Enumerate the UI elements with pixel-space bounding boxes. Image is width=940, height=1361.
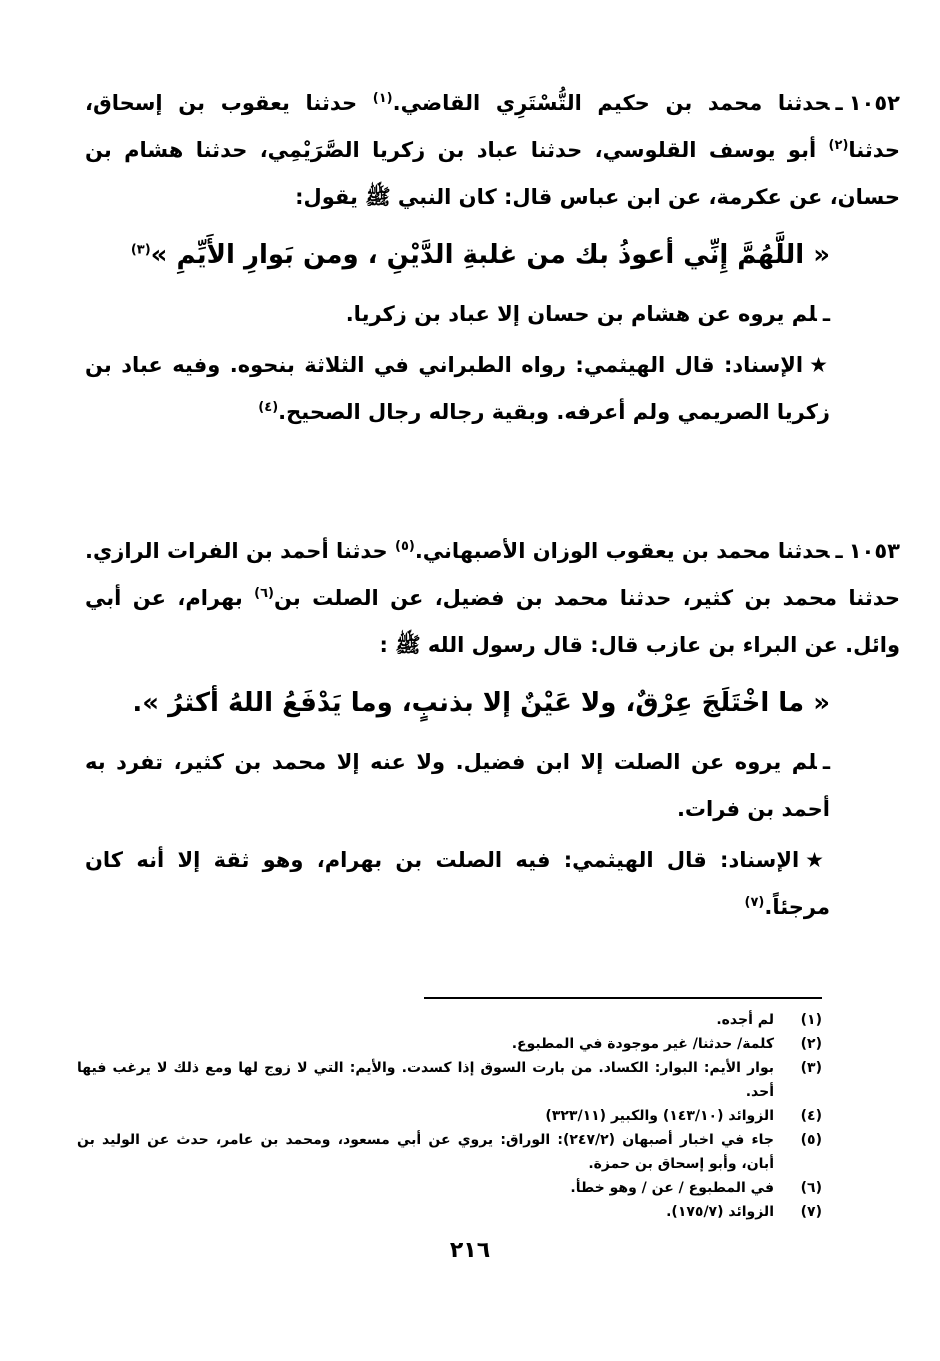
footnote-number: (٤) bbox=[800, 1108, 822, 1124]
page-number: ٢١٦ bbox=[449, 1238, 491, 1263]
entry-remark: ـلم يروه عن الصلت إلا ابن فضيل. ولا عنه إلا محمد بن كثير، تفرد به أحمد بن فرات. bbox=[85, 750, 830, 821]
footnote-ref: (١) bbox=[372, 91, 393, 106]
footnote-ref: (٣) bbox=[130, 242, 151, 258]
entry-body-part-a: حدثنا أحمد بن الفرات الرازي. حدثنا محمد بن كثير، حدثنا محمد بن فضيل، عن الصلت بن bbox=[85, 539, 900, 610]
footnote-number: (٧) bbox=[800, 1204, 822, 1220]
entry-isnad-assessment bbox=[85, 342, 830, 436]
entry-body-part-b: بهرام، عن أبي وائل. عن البراء بن عازب قال: قال رسول الله ﷺ : bbox=[85, 586, 900, 657]
page-body bbox=[85, 80, 900, 931]
footnote-ref: (٤) bbox=[258, 400, 279, 415]
isnad-label: الإسناد: bbox=[723, 353, 804, 377]
footnote-number: (١) bbox=[800, 1012, 822, 1028]
hadith-entry-1053 bbox=[85, 528, 900, 931]
isnad-label: الإسناد: bbox=[720, 848, 800, 872]
entry-number: ١٠٥٢ bbox=[848, 91, 900, 115]
star-icon: ★ bbox=[809, 353, 830, 377]
entry-isnad-assessment bbox=[85, 837, 830, 931]
footnote-item bbox=[77, 1200, 822, 1224]
footnote-number: (٥) bbox=[800, 1132, 822, 1148]
footnote-text: بوار الأيم: البوار: الكساد. من بارت السوق إذا كسدت. والأيم: التي لا زوج لها ومع ذلك لا يرغب فيها أحد. bbox=[77, 1060, 774, 1100]
footnote-ref: (٢) bbox=[828, 138, 849, 153]
footnote-text: كلمة/ حدثنا/ غير موجودة في المطبوع. bbox=[511, 1036, 774, 1052]
footnote-item bbox=[77, 1104, 822, 1128]
hadith-text: « ما اخْتَلَجَ عِرْقٌ، ولا عَيْنٌ إلا بذنبٍ، وما يَدْفَعُ اللهُ أكثرُ ». bbox=[132, 688, 830, 718]
star-icon: ★ bbox=[805, 848, 830, 872]
footnote-item bbox=[77, 1032, 822, 1056]
entry-intro: حدثنا محمد بن حكيم التُّسْتَرِي القاضي. bbox=[392, 91, 830, 115]
hadith-entry-1052 bbox=[85, 80, 900, 436]
isnad-text: قال الهيثمي: فيه الصلت بن بهرام، وهو ثقة إلا أنه كان مرجئاً. bbox=[85, 848, 830, 919]
entry-body-part-b: أبو يوسف القلوسي، حدثنا عباد بن زكريا الصَّرَيْمِي، حدثنا هشام بن حسان، عن عكرمة، عن ابن عباس قال: كان النبي ﷺ يقول: bbox=[85, 138, 900, 209]
entry-number: ١٠٥٣ bbox=[848, 539, 900, 563]
footnote-divider bbox=[424, 997, 822, 999]
footnotes bbox=[77, 1008, 822, 1224]
footnote-text: في المطبوع / عن / وهو خطأ. bbox=[570, 1180, 774, 1196]
entry-intro: حدثنا محمد بن يعقوب الوزان الأصبهاني. bbox=[414, 539, 830, 563]
footnote-ref: (٦) bbox=[254, 586, 274, 601]
footnote-item bbox=[77, 1008, 822, 1032]
footnote-ref: (٧) bbox=[744, 895, 765, 910]
footnote-number: (٢) bbox=[800, 1036, 822, 1052]
footnote-text: الزوائد (١٧٥/٧). bbox=[666, 1204, 774, 1220]
footnote-text: لم أجده. bbox=[716, 1012, 774, 1028]
footnote-text: الزوائد (١٤٣/١٠) والكبير (٣٢٣/١١) bbox=[545, 1108, 774, 1124]
entry-body-part-a: حدثنا يعقوب بن إسحاق، حدثنا bbox=[85, 91, 900, 162]
footnote-item bbox=[77, 1128, 822, 1176]
entry-remark: ـلم يروه عن هشام بن حسان إلا عباد بن زكريا. bbox=[345, 302, 830, 326]
footnote-item bbox=[77, 1056, 822, 1104]
hadith-text: « اللَّهُمَّ إِنِّي أعوذُ بك من غلبةِ الدَّيْنِ ، ومن بَوارِ الأَيِّمِ »$^{(٣)}$ bbox=[130, 240, 830, 270]
footnote-item bbox=[77, 1176, 822, 1200]
isnad-text: قال الهيثمي: رواه الطبراني في الثلاثة بنحوه. وفيه عباد بن زكريا الصريمي ولم أعرفه. وبقية رجاله رجال الصحيح. bbox=[85, 353, 830, 424]
footnote-number: (٦) bbox=[800, 1180, 822, 1196]
footnote-number: (٣) bbox=[800, 1060, 822, 1076]
footnote-text: جاء في اخبار أصبهان (٢٤٧/٢): الوراق: يروي عن أبي مسعود، ومحمد بن عامر، حدث عن الوليد بن أبان، وأبو إسحاق بن حمزة. bbox=[77, 1132, 775, 1172]
entry-isnad-chain: ١٠٥٢ـحدثنا محمد بن حكيم التُّسْتَرِي القاضي.$^{(١)}$ حدثنا يعقوب بن إسحاق، حدثنا$^{(٢)}$ أبو يوسف القلوسي، حدثنا عباد بن زكريا الصَّرَيْمِي، حدثنا هشام بن حسان، عن عكرمة، عن ابن عباس قال: كان النبي ﷺ يقول: bbox=[85, 91, 900, 209]
entry-isnad-chain: ١٠٥٣ـحدثنا محمد بن يعقوب الوزان الأصبهاني.$^{(٥)}$ حدثنا أحمد بن الفرات الرازي. حدثنا محمد بن كثير، حدثنا محمد بن فضيل، عن الصلت بن$^{(٦)}$ بهرام، عن أبي وائل. عن البراء بن عازب قال: قال رسول الله ﷺ : bbox=[85, 539, 900, 657]
footnote-ref: (٥) bbox=[394, 539, 415, 554]
